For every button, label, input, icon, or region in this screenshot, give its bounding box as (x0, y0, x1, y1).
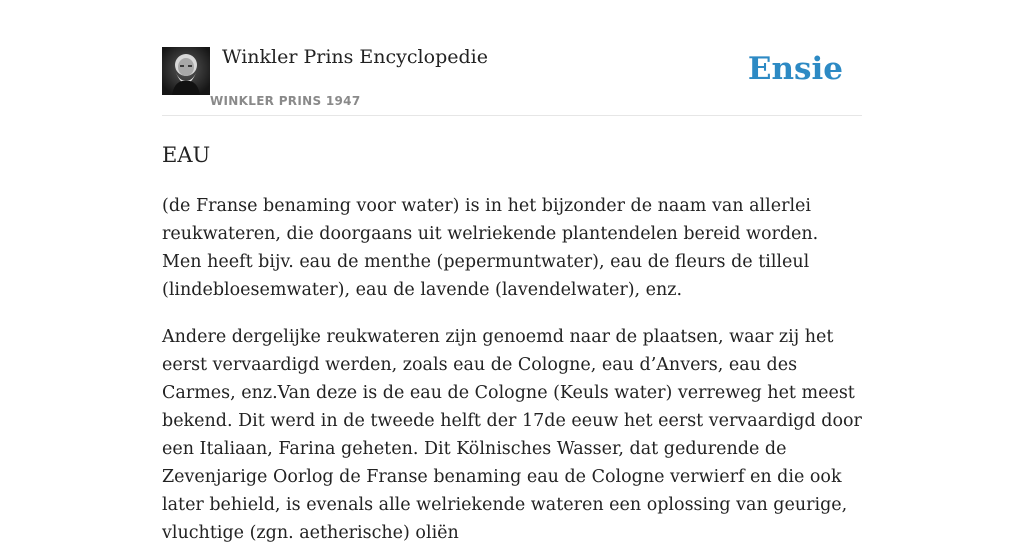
avatar[interactable] (162, 47, 210, 95)
article (162, 140, 862, 547)
source-subtitle[interactable]: WINKLER PRINS 1947 (210, 94, 361, 108)
article-paragraph: (de Franse benaming voor water) is in het bijzonder de naam van allerlei reukwateren, die doorgaans uit welriekende plantendelen bereid worden. Men heeft bijv. eau de menthe (pepermuntwater), eau de fleurs de tilleul (lindebloesemwater), eau de lavende (lavendelwater), enz. (162, 196, 819, 300)
header (162, 45, 862, 116)
article-title: EAU (162, 143, 211, 167)
article-paragraph: Andere dergelijke reukwateren zijn genoemd naar de plaatsen, waar zij het eerst vervaardigd werden, zoals eau de Cologne, eau d’Anvers, eau des Carmes, enz.Van deze is de eau de Cologne (Keuls water) verreweg het meest bekend. Dit werd in de tweede helft der 17de eeuw het eerst vervaardigd door een Italiaan, Farina geheten. Dit Kölnisches Wasser, dat gedurende de Zevenjarige Oorlog de Franse benaming eau de Cologne verwierf en die ook later behield, is evenals alle welriekende wateren een oplossing van geurige, vluchtige (zgn. aetherische) oliën (162, 327, 862, 543)
portrait-avatar-icon (162, 47, 210, 95)
site-title[interactable]: Winkler Prins Encyclopedie (222, 46, 488, 68)
brand-logo[interactable]: Ensie (747, 51, 843, 87)
